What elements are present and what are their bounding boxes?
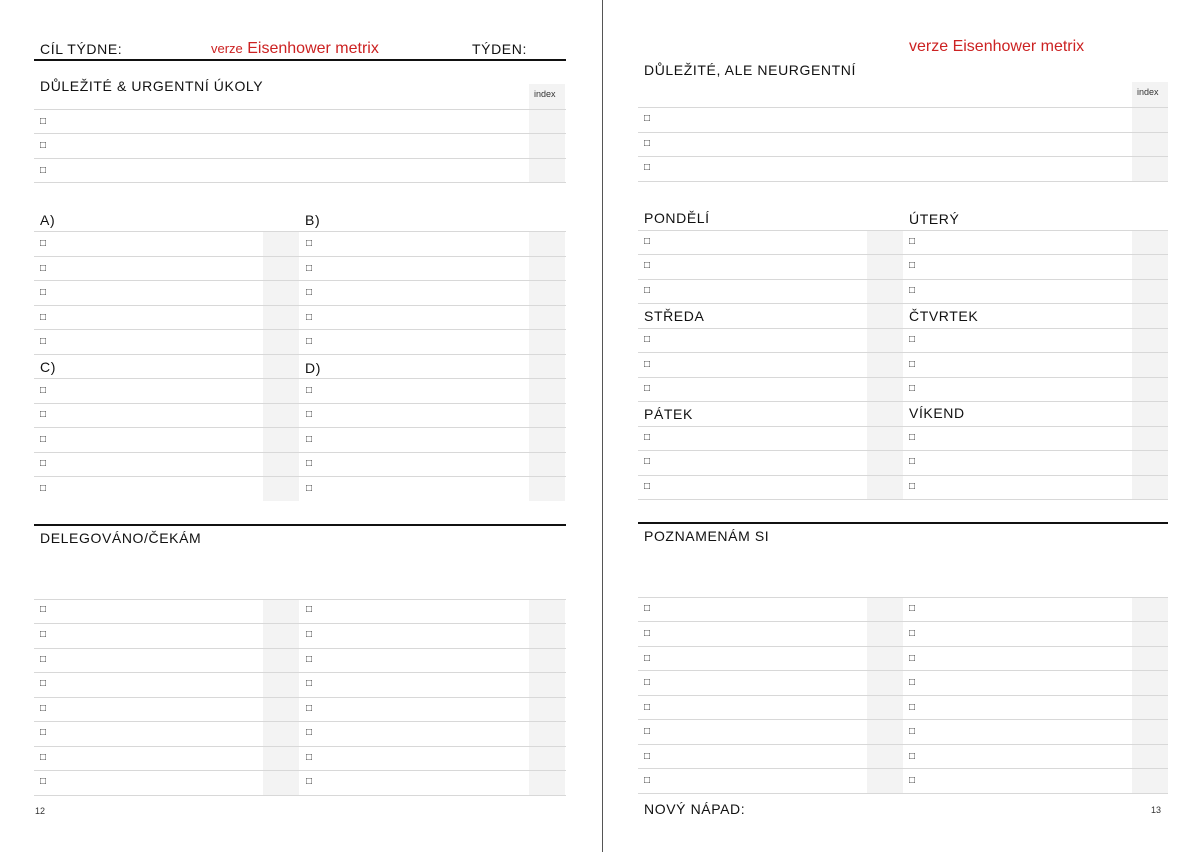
rule-line [638,254,1168,255]
section-rule [34,524,566,526]
rule-line [34,133,566,134]
urgent-section-title: DŮLEŽITÉ & URGENTNÍ ÚKOLY [40,78,264,94]
task-checkbox[interactable]: □ [644,481,651,492]
rule-line [34,158,566,159]
task-checkbox[interactable]: □ [40,312,47,323]
rule-line [34,403,566,404]
task-checkbox[interactable]: □ [644,162,651,173]
rule-line [34,231,566,232]
rule-line [34,452,566,453]
rule-line [638,450,1168,451]
week-label: TÝDEN: [472,41,527,57]
task-checkbox[interactable]: □ [644,677,651,688]
rule-line [34,721,566,722]
rule-line [638,107,1168,108]
rule-line [638,230,1168,231]
task-checkbox[interactable]: □ [40,140,47,151]
task-checkbox[interactable]: □ [306,629,313,640]
rule-line [638,499,1168,500]
task-checkbox[interactable]: □ [644,775,651,786]
new-idea-label: NOVÝ NÁPAD: [644,801,746,817]
task-checkbox[interactable]: □ [40,116,47,127]
rule-line [638,475,1168,476]
task-checkbox[interactable]: □ [40,483,47,494]
index-column [529,231,565,501]
rule-line [34,378,566,379]
task-checkbox[interactable]: □ [644,456,651,467]
task-checkbox[interactable]: □ [40,752,47,763]
task-checkbox[interactable]: □ [644,334,651,345]
task-checkbox[interactable]: □ [40,727,47,738]
task-checkbox[interactable]: □ [909,603,916,614]
task-checkbox[interactable]: □ [40,458,47,469]
task-checkbox[interactable]: □ [40,434,47,445]
rule-line [638,426,1168,427]
group-label-b: B) [305,212,321,228]
task-checkbox[interactable]: □ [644,138,651,149]
important-section-title: DŮLEŽITÉ, ALE NEURGENTNÍ [644,62,856,78]
task-checkbox[interactable]: □ [306,434,313,445]
rule-line [34,795,566,796]
rule-line [34,256,566,257]
task-checkbox[interactable]: □ [40,654,47,665]
rule-line [638,401,1168,402]
task-checkbox[interactable]: □ [909,383,916,394]
rule-line [34,280,566,281]
rule-line [638,621,1168,622]
rule-line [638,328,1168,329]
rule-line [638,695,1168,696]
task-checkbox[interactable]: □ [306,312,313,323]
task-checkbox[interactable]: □ [909,751,916,762]
task-checkbox[interactable]: □ [306,483,313,494]
goal-label: CÍL TÝDNE: [40,41,123,57]
task-checkbox[interactable]: □ [306,385,313,396]
page-number: 13 [1151,805,1162,815]
task-checkbox[interactable]: □ [40,629,47,640]
rule-line [638,597,1168,598]
rule-line [34,697,566,698]
task-checkbox[interactable]: □ [644,383,651,394]
day-label-weekend: VÍKEND [909,405,965,421]
task-checkbox[interactable]: □ [909,628,916,639]
task-checkbox[interactable]: □ [40,165,47,176]
rule-line [638,352,1168,353]
rule-line [638,793,1168,794]
task-checkbox[interactable]: □ [909,432,916,443]
rule-line [34,623,566,624]
task-checkbox[interactable]: □ [644,702,651,713]
rule-line [638,279,1168,280]
task-checkbox[interactable]: □ [306,287,313,298]
task-checkbox[interactable]: □ [306,654,313,665]
rule-line [34,182,566,183]
index-column [1132,230,1168,499]
task-checkbox[interactable]: □ [644,359,651,370]
rule-line [638,156,1168,157]
task-checkbox[interactable]: □ [644,603,651,614]
rule-line [34,746,566,747]
task-checkbox[interactable]: □ [306,752,313,763]
task-checkbox[interactable]: □ [40,776,47,787]
task-checkbox[interactable]: □ [40,678,47,689]
task-checkbox[interactable]: □ [40,263,47,274]
task-checkbox[interactable]: □ [909,334,916,345]
task-checkbox[interactable]: □ [306,727,313,738]
rule-line [638,377,1168,378]
task-checkbox[interactable]: □ [40,385,47,396]
day-label-friday: PÁTEK [644,406,693,422]
task-checkbox[interactable]: □ [306,336,313,347]
rule-line [638,181,1168,182]
rule-line [638,768,1168,769]
version-title: verze Eisenhower metrix [909,38,1085,55]
task-checkbox[interactable]: □ [909,260,916,271]
group-label-a: A) [40,212,56,228]
rule-line [34,672,566,673]
task-checkbox[interactable]: □ [644,751,651,762]
task-checkbox[interactable]: □ [306,604,313,615]
index-label: index [534,89,556,99]
rule-line [34,109,566,110]
task-checkbox[interactable]: □ [909,653,916,664]
task-checkbox[interactable]: □ [306,409,313,420]
task-checkbox[interactable]: □ [909,481,916,492]
task-checkbox[interactable]: □ [306,678,313,689]
group-label-d: D) [305,360,321,376]
task-checkbox[interactable]: □ [644,726,651,737]
task-checkbox[interactable]: □ [644,113,651,124]
rule-line [34,354,566,355]
task-checkbox[interactable]: □ [40,409,47,420]
index-column [263,231,299,501]
task-checkbox[interactable]: □ [909,236,916,247]
rule-line [34,599,566,600]
group-label-c: C) [40,359,56,375]
rule-line [34,427,566,428]
index-column [867,230,903,499]
task-checkbox[interactable]: □ [306,776,313,787]
page-spine [602,0,603,852]
task-checkbox[interactable]: □ [644,628,651,639]
rule-line [34,329,566,330]
task-checkbox[interactable]: □ [40,703,47,714]
task-checkbox[interactable]: □ [909,775,916,786]
task-checkbox[interactable]: □ [909,677,916,688]
task-checkbox[interactable]: □ [40,604,47,615]
rule-line [638,670,1168,671]
task-checkbox[interactable]: □ [909,285,916,296]
task-checkbox[interactable]: □ [306,458,313,469]
task-checkbox[interactable]: □ [909,726,916,737]
task-checkbox[interactable]: □ [306,263,313,274]
day-label-wednesday: STŘEDA [644,308,705,324]
task-checkbox[interactable]: □ [40,238,47,249]
task-checkbox[interactable]: □ [644,236,651,247]
task-checkbox[interactable]: □ [644,653,651,664]
version-name: Eisenhower metrix [247,40,379,57]
rule-line [34,305,566,306]
day-label-monday: PONDĚLÍ [644,210,710,226]
rule-line [638,303,1168,304]
task-checkbox[interactable]: □ [306,703,313,714]
task-checkbox[interactable]: □ [40,336,47,347]
rule-line [34,648,566,649]
task-checkbox[interactable]: □ [40,287,47,298]
rule-line [638,744,1168,745]
version-title [211,40,379,58]
index-label: index [1137,87,1159,97]
version-prefix: verze [211,41,243,56]
task-checkbox[interactable]: □ [909,702,916,713]
rule-line [34,770,566,771]
task-checkbox[interactable]: □ [909,359,916,370]
header-rule [34,59,566,61]
day-label-thursday: ČTVRTEK [909,308,979,324]
task-checkbox[interactable]: □ [644,285,651,296]
task-checkbox[interactable]: □ [644,260,651,271]
rule-line [638,719,1168,720]
rule-line [34,476,566,477]
day-label-tuesday: ÚTERÝ [909,211,960,227]
rule-line [638,132,1168,133]
section-rule [638,522,1168,524]
notes-section-title: POZNAMENÁM SI [644,528,770,544]
task-checkbox[interactable]: □ [909,456,916,467]
rule-line [638,646,1168,647]
delegated-section-title: DELEGOVÁNO/ČEKÁM [40,530,202,546]
task-checkbox[interactable]: □ [644,432,651,443]
page-number: 12 [35,806,46,816]
task-checkbox[interactable]: □ [306,238,313,249]
